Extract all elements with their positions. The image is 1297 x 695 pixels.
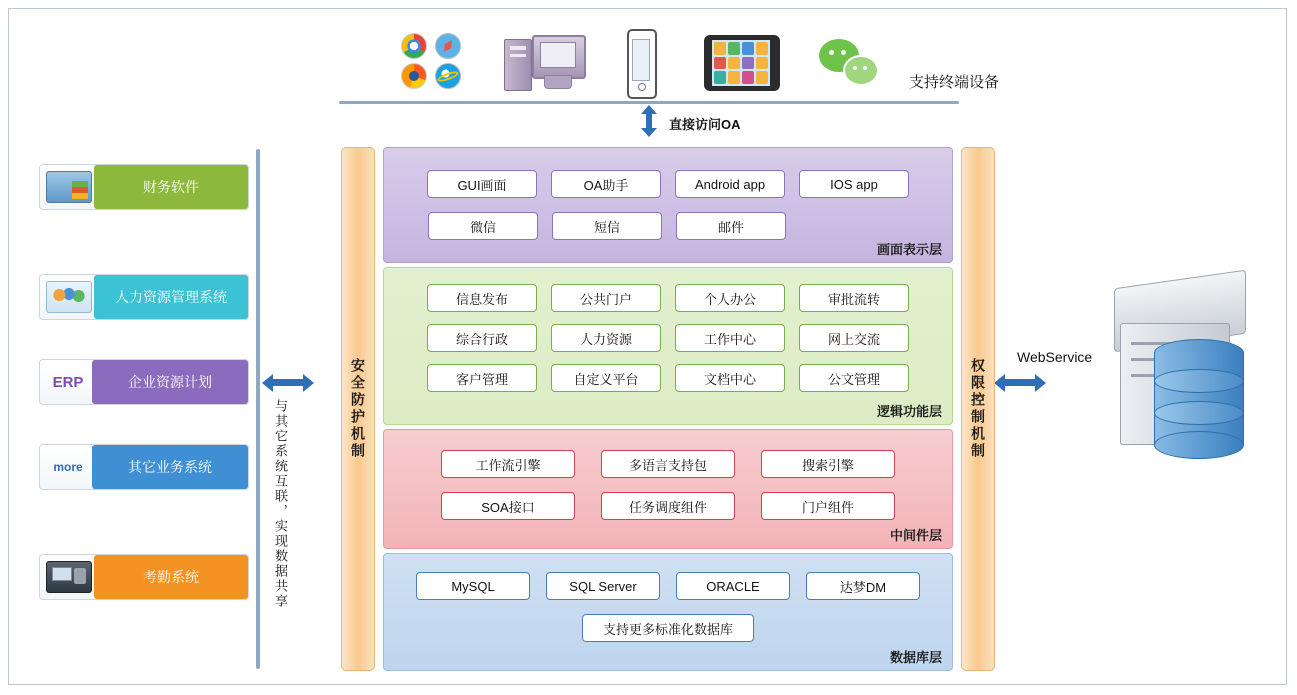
module-cell[interactable]: Android app — [675, 170, 785, 198]
system-box-attendance[interactable] — [39, 554, 249, 600]
system-box-other[interactable] — [39, 444, 249, 490]
permission-control-bar — [961, 147, 995, 671]
more-icon: more — [53, 460, 83, 474]
right-double-arrow-icon — [994, 374, 1046, 392]
module-cell[interactable]: MySQL — [416, 572, 530, 600]
system-box-hr[interactable] — [39, 274, 249, 320]
module-cell[interactable]: 公共门户 — [551, 284, 661, 312]
module-cell[interactable]: SOA接口 — [441, 492, 575, 520]
security-protection-bar — [341, 147, 375, 671]
system-label: 财务软件 — [94, 165, 248, 209]
module-cell[interactable]: 多语言支持包 — [601, 450, 735, 478]
layer-logic — [383, 267, 953, 425]
layer-presentation — [383, 147, 953, 263]
permission-control-label: 权限控制机制 — [970, 358, 986, 460]
desktop-pc-icon — [504, 35, 584, 93]
integration-rail-line — [256, 149, 260, 669]
module-cell[interactable]: OA助手 — [551, 170, 661, 198]
wechat-icon — [819, 39, 879, 87]
module-cell[interactable]: 个人办公 — [675, 284, 785, 312]
webservice-label: WebService — [1017, 349, 1093, 365]
module-cell[interactable]: ORACLE — [676, 572, 790, 600]
module-cell[interactable]: 短信 — [552, 212, 662, 240]
module-cell[interactable]: 人力资源 — [551, 324, 661, 352]
left-double-arrow-icon — [262, 374, 314, 392]
direct-access-label: 直接访问OA — [669, 117, 741, 132]
module-cell[interactable]: 客户管理 — [427, 364, 537, 392]
module-cell[interactable]: 邮件 — [676, 212, 786, 240]
module-cell[interactable]: 公文管理 — [799, 364, 909, 392]
module-cell[interactable]: 达梦DM — [806, 572, 920, 600]
top-divider-line — [339, 101, 959, 104]
module-cell[interactable]: 自定义平台 — [551, 364, 661, 392]
module-cell[interactable]: 综合行政 — [427, 324, 537, 352]
layer-caption: 数据库层 — [889, 650, 942, 665]
integration-rail-label: 与其它系统互联，实现数据共享 — [273, 399, 288, 609]
layer-caption: 画面表示层 — [876, 242, 942, 257]
security-protection-label: 安全防护机制 — [350, 358, 366, 460]
module-cell[interactable]: 工作中心 — [675, 324, 785, 352]
system-box-finance[interactable] — [39, 164, 249, 210]
tablet-icon — [704, 35, 780, 91]
module-cell[interactable]: 网上交流 — [799, 324, 909, 352]
terminal-devices-label: 支持终端设备 — [909, 74, 1000, 91]
module-cell[interactable]: 微信 — [428, 212, 538, 240]
module-cell[interactable]: GUI画面 — [427, 170, 537, 198]
module-cell[interactable]: 任务调度组件 — [601, 492, 735, 520]
ie-icon — [435, 63, 461, 89]
system-label: 考勤系统 — [94, 555, 248, 599]
layer-caption: 逻辑功能层 — [876, 404, 942, 419]
smartphone-icon — [627, 29, 657, 99]
module-cell[interactable]: 文档中心 — [675, 364, 785, 392]
layer-middleware — [383, 429, 953, 549]
firefox-icon — [401, 63, 427, 89]
erp-icon: ERP — [52, 373, 84, 391]
system-box-erp[interactable] — [39, 359, 249, 405]
finance-icon — [46, 171, 92, 203]
module-cell[interactable]: 审批流转 — [799, 284, 909, 312]
module-cell[interactable]: 支持更多标准化数据库 — [582, 614, 754, 642]
layer-database — [383, 553, 953, 671]
system-label: 企业资源计划 — [92, 360, 248, 404]
layer-caption: 中间件层 — [889, 528, 942, 543]
database-server-icon — [1114, 279, 1244, 479]
chrome-icon — [401, 33, 427, 59]
system-label: 人力资源管理系统 — [94, 275, 248, 319]
vertical-double-arrow-icon — [641, 105, 657, 137]
diagram-canvas — [8, 8, 1287, 685]
module-cell[interactable]: SQL Server — [546, 572, 660, 600]
attendance-icon — [46, 561, 92, 593]
browser-icons-group — [399, 33, 469, 93]
module-cell[interactable]: 门户组件 — [761, 492, 895, 520]
module-cell[interactable]: 搜索引擎 — [761, 450, 895, 478]
module-cell[interactable]: 信息发布 — [427, 284, 537, 312]
system-label: 其它业务系统 — [92, 445, 248, 489]
safari-icon — [435, 33, 461, 59]
module-cell[interactable]: 工作流引擎 — [441, 450, 575, 478]
hr-people-icon — [46, 281, 92, 313]
terminal-devices-row — [339, 29, 959, 99]
module-cell[interactable]: IOS app — [799, 170, 909, 198]
